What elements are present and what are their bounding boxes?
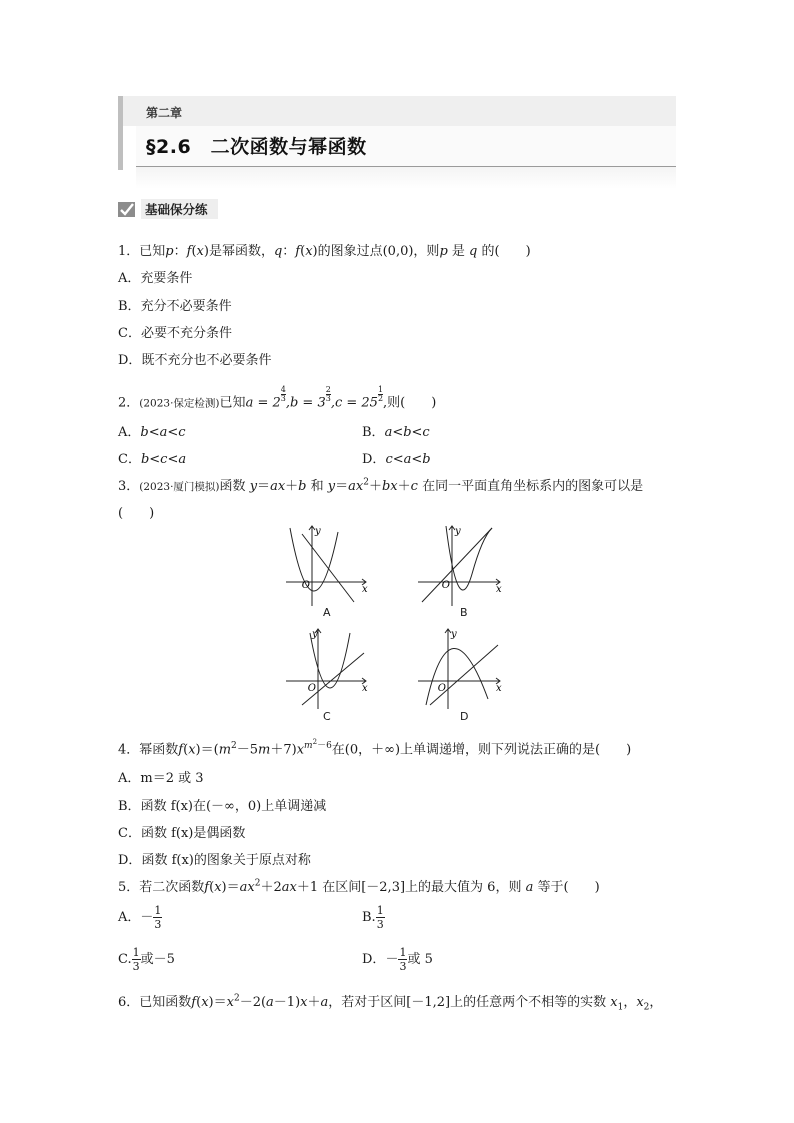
axis-y-label: y [451,629,457,640]
q5-option-a[interactable]: A．－ $\frac{1}{3}$ [118,904,162,931]
q4-option-a[interactable]: A．m＝2 或 3 [118,771,204,786]
chapter-header [118,96,676,190]
origin-label: O [307,683,316,694]
q5-option-b[interactable]: B. $\frac{1}{3}$ [362,904,384,931]
q4-stem: 4．幂函数$f(x)=(m^2-5m+7)x^{m^2-6}$在(0，＋∞)上单调递增，则下列说法正确的是( ) [118,738,632,758]
graph-b[interactable] [416,522,506,608]
chapter-tab [118,96,676,126]
graph-c-label: C [323,710,331,723]
origin-label: O [441,580,450,591]
origin-label: O [437,683,446,694]
q1-option-d[interactable]: D．既不充分也不必要条件 [118,353,272,368]
graph-b-label: B [460,606,468,619]
q1-option-c[interactable]: C．必要不充分条件 [118,326,232,341]
q6-stem: 6．已知函数$f(x)=x^2-2(a-1)x+a$，若对于区间[－1,2]上的任意两个不相等的实数 $x_1$，$x_2$， [118,993,663,1013]
checkbox-icon [118,202,135,217]
graph-d[interactable] [416,625,506,711]
q2-option-b[interactable]: B．a<b<c [362,425,430,440]
q4-option-b[interactable]: B．函数 f(x)在(－∞，0)上单调递减 [118,799,327,814]
q3-stem: 3．(2023·厦门模拟)函数 y＝ax＋b 和 $y=ax^2+bx+c$ 在同一平面直角坐标系内的图象可以是 [118,477,644,494]
header-accent-bar [118,96,123,170]
axis-x-label: x [496,584,502,595]
q5-option-c[interactable]: C. $\frac{1}{3}$ 或－5 [118,946,175,973]
graph-a[interactable] [282,522,372,608]
q4-option-d[interactable]: D．函数 f(x)的图象关于原点对称 [118,853,311,868]
q2-option-a[interactable]: A．b<a<c [118,425,186,440]
axis-y-label: y [455,526,461,537]
q5-stem: 5．若二次函数$f(x)=ax^2+2ax+1$ 在区间[－2,3]上的最大值为 6，则 a 等于( ) [118,878,600,895]
q2-option-c[interactable]: C．b<c<a [118,452,187,467]
section-label: 基础保分练 [141,199,218,219]
origin-label: O [301,580,310,591]
page-title: §2.6 二次函数与幂函数 [146,136,367,158]
q5-option-d[interactable]: D．－ $\frac{1}{3}$ 或 5 [362,946,433,973]
graph-d-label: D [460,710,469,723]
axis-y-label: y [312,629,318,640]
axis-x-label: x [496,683,502,694]
q4-option-c[interactable]: C．函数 f(x)是偶函数 [118,826,246,841]
q2-stem: 2．(2023·保定检测)已知a = 2 $\frac{4}{3}$ ,b = 3 $\frac{2}{3}$ ,c = 25 $\frac{1}{2}$ ,则( ) [118,385,437,411]
q1-stem: 1．已知p：f(x)是幂函数，q：f(x)的图象过点(0,0)，则p 是 q 的( ) [118,244,531,259]
chapter-label: 第二章 [146,106,183,120]
graph-a-label: A [323,606,331,619]
q2-option-d[interactable]: D．c<a<b [362,452,431,467]
q1-option-a[interactable]: A．充要条件 [118,271,193,286]
q1-option-b[interactable]: B．充分不必要条件 [118,299,232,314]
axis-x-label: x [362,683,368,694]
axis-x-label: x [362,584,368,595]
q3-paren: ( ) [118,506,155,521]
section-heading [118,199,218,219]
axis-y-label: y [315,526,321,537]
graph-c[interactable] [282,625,372,711]
title-shadow [136,167,676,189]
